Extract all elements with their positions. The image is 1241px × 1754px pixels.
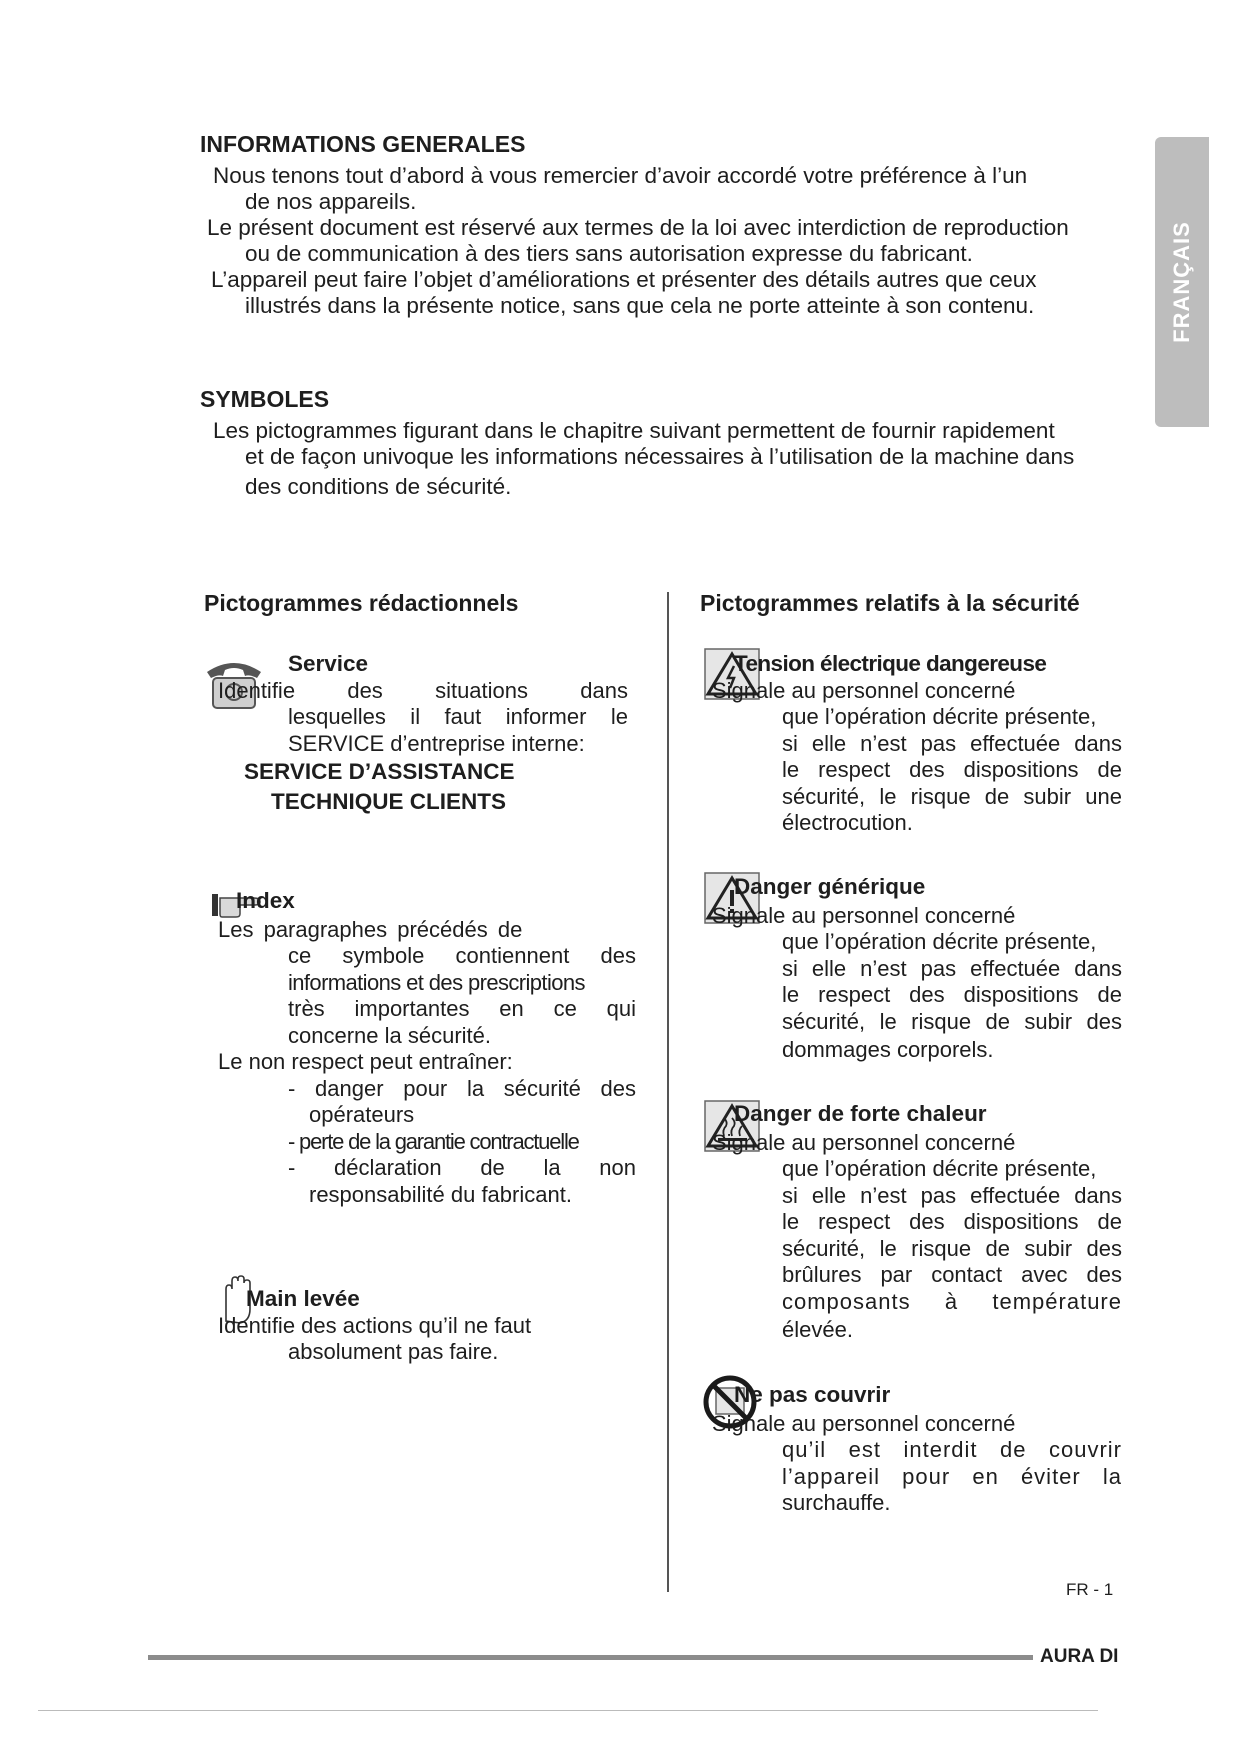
text-line: élevée. [782, 1317, 853, 1342]
language-tab [1155, 137, 1209, 427]
text-line: absolument pas faire. [288, 1339, 499, 1364]
text-line: Les pictogrammes figurant dans le chapitre suivant permettent de fournir rapidement [213, 418, 1055, 443]
text-line: concerne la sécurité. [288, 1022, 491, 1048]
text-line: si elle n’est pas effectuée dans [782, 955, 1122, 981]
text-line: opérateurs [309, 1102, 415, 1127]
danger-title: Danger générique [734, 874, 926, 899]
text-line: qu’il est interdit de couvrir [782, 1437, 1122, 1462]
text-line: responsabilité du fabricant. [309, 1181, 572, 1207]
text-line: Nous tenons tout d’abord à vous remercier d’avoir accordé votre préférence à l’un [213, 163, 1028, 188]
text-line: Les paragraphes précédés de [218, 916, 523, 942]
language-tab-label: FRANÇAIS [1169, 221, 1194, 343]
text-line: le respect des dispositions de [782, 1209, 1122, 1234]
service-bold-line: SERVICE D’ASSISTANCE [244, 759, 515, 784]
model-name: AURA DI [1040, 1646, 1119, 1667]
main-levee-title: Main levée [246, 1286, 360, 1311]
informations-paragraph [205, 163, 1135, 319]
text-line: le respect des dispositions de [782, 982, 1122, 1007]
text-line: que l’opération décrite présente, [782, 1156, 1097, 1181]
index-title: Index [236, 888, 295, 913]
text-line: le respect des dispositions de [782, 757, 1122, 782]
text-line: l’appareil pour en éviter la [782, 1463, 1122, 1489]
right-column-heading: Pictogrammes relatifs à la sécurité [700, 590, 1080, 616]
text-line: sécurité, le risque de subir une [782, 783, 1122, 809]
text-line: ce symbole contiennent des [288, 943, 636, 968]
bottom-rule [38, 1710, 1098, 1711]
index-block [218, 888, 636, 1208]
symboles-title: SYMBOLES [200, 386, 330, 412]
tension-title: Tension électrique dangereuse [734, 651, 1047, 676]
symboles-paragraph [205, 418, 1135, 500]
text-line: que l’opération décrite présente, [782, 929, 1097, 954]
text-line: sécurité, le risque de subir des [782, 1235, 1122, 1261]
chaleur-title: Danger de forte chaleur [734, 1101, 987, 1126]
text-line: ou de communication à des tiers sans autorisation expresse du fabricant. [245, 241, 973, 266]
footer-rule [148, 1655, 1033, 1660]
chaleur-block [712, 1101, 1122, 1344]
danger-block [712, 874, 1122, 1064]
couvrir-title: Ne pas couvrir [734, 1382, 891, 1407]
text-line: très importantes en ce qui [288, 996, 636, 1021]
text-line: surchauffe. [782, 1490, 891, 1515]
text-line: Le présent document est réservé aux termes de la loi avec interdiction de reproduction [207, 215, 1069, 240]
text-line: Identifie des situations dans [218, 677, 628, 703]
text-line: si elle n’est pas effectuée dans [782, 1182, 1122, 1208]
text-line: Identifie des actions qu’il ne faut [218, 1312, 532, 1338]
informations-title: INFORMATIONS GENERALES [200, 131, 526, 157]
text-line: Signale au personnel concerné [712, 1129, 1016, 1155]
left-column-heading: Pictogrammes rédactionnels [204, 590, 519, 616]
text-line: composants à température [782, 1288, 1122, 1314]
text-line: - danger pour la sécurité des [288, 1075, 636, 1101]
text-line: si elle n’est pas effectuée dans [782, 730, 1122, 756]
text-line: électrocution. [782, 810, 913, 835]
main-levee-block [218, 1286, 638, 1366]
text-line: L’appareil peut faire l’objet d’améliorations et présenter des détails autres que ceux [211, 267, 1037, 292]
text-line: dommages corporels. [782, 1037, 994, 1062]
text-line: et de façon univoque les informations nécessaires à l’utilisation de la machine dans [245, 444, 1075, 469]
text-line: des conditions de sécurité. [245, 474, 512, 499]
text-line: sécurité, le risque de subir des [782, 1008, 1122, 1034]
text-line: SERVICE d’entreprise interne: [288, 730, 585, 756]
text-line: illustrés dans la présente notice, sans que cela ne porte atteinte à son contenu. [245, 293, 1035, 318]
text-line: brûlures par contact avec des [782, 1262, 1122, 1287]
text-line: Signale au personnel concerné [712, 1410, 1016, 1436]
text-line: Signale au personnel concerné [712, 677, 1016, 703]
text-line: - déclaration de la non [288, 1155, 636, 1180]
couvrir-block [712, 1382, 1122, 1517]
page-number: FR - 1 [1066, 1580, 1114, 1599]
text-line: informations et des prescriptions [288, 969, 585, 995]
text-line: - perte de la garantie contractuelle [288, 1128, 579, 1154]
text-line: de nos appareils. [245, 189, 417, 214]
text-line: lesquelles il faut informer le [288, 704, 628, 729]
service-title: Service [288, 651, 369, 676]
text-line: Signale au personnel concerné [712, 902, 1016, 928]
service-block [218, 651, 628, 815]
column-divider [667, 592, 669, 1592]
text-line: que l’opération décrite présente, [782, 704, 1097, 729]
text-line: Le non respect peut entraîner: [218, 1049, 513, 1074]
service-bold-line: TECHNIQUE CLIENTS [271, 788, 507, 814]
tension-block [712, 651, 1122, 837]
